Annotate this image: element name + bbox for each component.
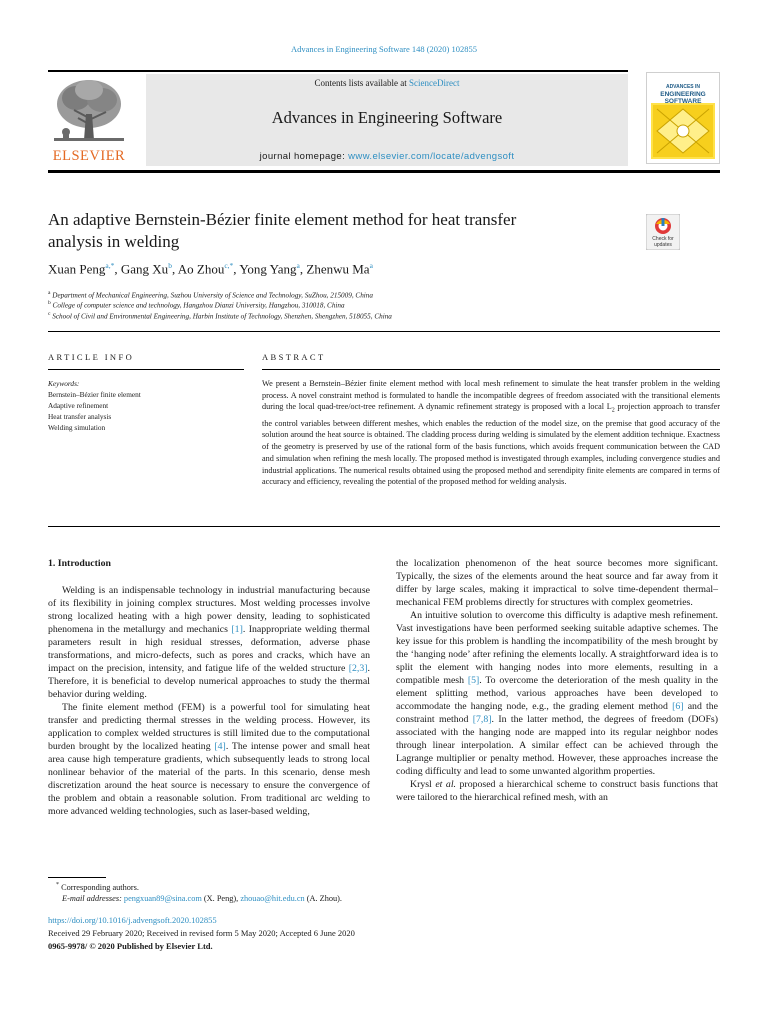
body-paragraph: the localization phenomenon of the heat source becomes more significant. Typically, the sizes of the elements around the heat source and far away from it differ by large scales, making it impractical to solve time-dependent thermal–mechanical FEM problems directly for structures with complex geometries. <box>396 558 718 608</box>
journal-cover-title: ADVANCES IN ENGINEERING SOFTWARE <box>660 84 706 105</box>
contents-availability: Contents lists available at ScienceDirect <box>314 78 460 88</box>
keyword: Adaptive refinement <box>48 401 109 410</box>
affiliation: $^a$ Department of Mechanical Engineering, Suzhou University of Science and Technology, SuZhou, 215009, China <box>48 290 373 300</box>
doi-link[interactable]: https://doi.org/10.1016/j.advengsoft.2020.102855 <box>48 915 217 925</box>
reference-link[interactable]: [4] <box>214 741 226 752</box>
article-info-heading: ARTICLE INFO <box>48 352 135 362</box>
author-list: Xuan Peng$^{a,*}$, Gang Xu$^b$, Ao Zhou$^{c,*}$, Yong Yang$^a$, Zhenwu Ma$^a$ <box>48 261 373 277</box>
abstract-heading: ABSTRACT <box>262 352 326 362</box>
journal-homepage: journal homepage: www.elsevier.com/locate/advengsoft <box>259 151 515 162</box>
author-affiliation-marker[interactable]: c,* <box>224 261 234 270</box>
journal-citation: Advances in Engineering Software 148 (2020) 102855 <box>290 44 477 54</box>
author-name[interactable]: Gang Xu <box>120 261 169 277</box>
reference-link[interactable]: [5] <box>467 675 480 686</box>
journal-title: Advances in Engineering Software <box>271 108 503 127</box>
keywords-label: Keywords: <box>48 379 80 388</box>
author-name[interactable]: Xuan Peng <box>48 261 106 277</box>
body-column-right <box>396 557 718 804</box>
body-paragraph: Krysl et al. proposed a hierarchical scheme to construct basis functions that were tailored to the hierarchical refined mesh, with an <box>396 779 718 803</box>
section-heading-introduction: 1. Introduction <box>48 558 111 569</box>
header-rule <box>48 70 628 72</box>
affiliation: $^c$ School of Civil and Environmental Engineering, Harbin Institute of Technology, Shenzhen, Shengzhen, 518055, China <box>48 311 392 321</box>
corresponding-author-note: * Corresponding authors. <box>56 882 139 892</box>
check-for-updates-label: Check for updates <box>652 236 674 248</box>
abstract-text: We present a Bernstein–Bézier finite element method with local mesh refinement to simulate the heat transfer problem in the welding process. A novel constraint method is formulated to handle the incompatible degrees of freedom associated with the transitional elements during the local quad-tree/oct-tree refinement. A dynamic refinement strategy is proposed with a local $L_2$ projection approach to transfer the control variables between different meshes, which enables the reduction of the model size, on the premise that good accuracy of the solution around the heat source is obtained. The cladding process during welding is simulated by the element addition technique. Exactness of the geometry is preserved by use of the rational form of the basis functions, which avoids frequent communication between the CAD and simulation when refining the mesh locally. The proposed method is investigated through examples, including convergence studies and industrial applications. The numerical results obtained using the proposed method and serendipity finite elements are compared in terms of accuracy and efficiency, revealing the potential of the proposed method for welding analysis. <box>262 379 721 487</box>
received-dates: Received 29 February 2020; Received in revised form 5 May 2020; Accepted 6 June 2020 <box>48 928 355 938</box>
email-link[interactable]: pengxuan89@sina.com <box>123 894 202 903</box>
header-rule-thick <box>48 170 720 173</box>
author-name[interactable]: Ao Zhou <box>177 261 225 277</box>
section-divider <box>48 526 720 527</box>
author-affiliation-marker[interactable]: a,* <box>105 261 115 270</box>
affiliation: $^b$ College of computer science and technology, Hangzhou Dianzi University, Hangzhou, 310018, China <box>48 300 345 310</box>
article-info-rule <box>48 369 244 370</box>
copyright-notice: 0965-9978/ © 2020 Published by Elsevier Ltd. <box>48 941 213 951</box>
author-affiliation-marker[interactable]: a <box>296 261 300 270</box>
sciencedirect-link[interactable]: ScienceDirect <box>409 78 460 88</box>
reference-link[interactable]: [7,8] <box>472 714 492 725</box>
doi-line <box>48 915 217 925</box>
reference-link[interactable]: [1] <box>231 624 243 635</box>
footnote-rule <box>48 877 106 878</box>
section-divider <box>48 331 720 332</box>
author-affiliation-marker[interactable]: a <box>369 261 373 270</box>
journal-homepage-link[interactable]: www.elsevier.com/locate/advengsoft <box>348 151 515 162</box>
email-link[interactable]: zhouao@hit.edu.cn <box>240 894 305 903</box>
article-title: An adaptive Bernstein-Bézier finite element method for heat transfer analysis in welding <box>48 210 517 251</box>
body-paragraph: Welding is an indispensable technology in industrial manufacturing because of its flexibility in joining complex structures. Most welding processes involve strong localized heating with a high power density, leading to sophisticated phenomena in the metallurgy and mechanics [1]. Inappropriate welding thermal parameters result in high residual stresses, deformation, adverse phase transformations, and micro-defects, such as pores and cracks, which have an impact on the precision, intensity, and fatigue life of the welded structure [2,3]. Therefore, it is beneficial to develop numerical approaches to study the thermal behavior during welding. <box>48 585 370 700</box>
elsevier-wordmark: ELSEVIER <box>52 148 126 164</box>
keyword: Welding simulation <box>48 423 106 432</box>
body-column-left <box>48 557 370 818</box>
reference-link[interactable]: [6] <box>672 701 684 712</box>
author-name[interactable]: Yong Yang <box>239 261 297 277</box>
author-affiliation-marker[interactable]: b <box>168 261 172 270</box>
author-name[interactable]: Zhenwu Ma <box>306 261 370 277</box>
keyword: Bernstein–Bézier finite element <box>48 390 141 399</box>
reference-link[interactable]: [2,3] <box>348 663 368 674</box>
abstract-rule <box>262 369 720 370</box>
body-paragraph: The finite element method (FEM) is a powerful tool for simulating heat transfer and predicting thermal stresses in the welding process. However, its application to complex welded structures is still limited due to the computational burden brought by the localized heating [4]. The intense power and small heat area cause high temperature gradients, which subsequently leads to strong local nonlinear behavior of the material of the parts. In this scenario, dense mesh discretization around the heat source is necessary to ensure the convergence of the problem and obtain a reasonable solution. From traditional arc welding to more advanced welding technologies, such as laser-based welding, <box>48 702 370 817</box>
keyword: Heat transfer analysis <box>48 412 112 421</box>
email-addresses: E-mail addresses: pengxuan89@sina.com (X. Peng), zhouao@hit.edu.cn (A. Zhou). <box>62 894 342 903</box>
body-paragraph: An intuitive solution to overcome this difficulty is adaptive mesh refinement. Vast investigations have been performed seeking suitable adaptive schemes. The key issue for this problem is handling the incompatibility of the mesh brought by the ‘hanging node’ after refining the elements locally. A straightforward idea is to split the element with hanging nodes into more elements, resulting in a compatible mesh [5]. To overcome the deterioration of the mesh quality in the element splitting method, various approaches have been developed to accommodate the hanging node, e.g., the grading element method [6] and the constraint method [7,8]. In the latter method, the degrees of freedom (DOFs) associated with the hanging node are mapped into its regular neighbor nodes through linear interpolation. A similar effect can be achieved through the Lagrange multiplier or penalty method. However, these approaches increase the coding difficulty and lead to some unwanted algorithm properties. <box>396 610 719 777</box>
